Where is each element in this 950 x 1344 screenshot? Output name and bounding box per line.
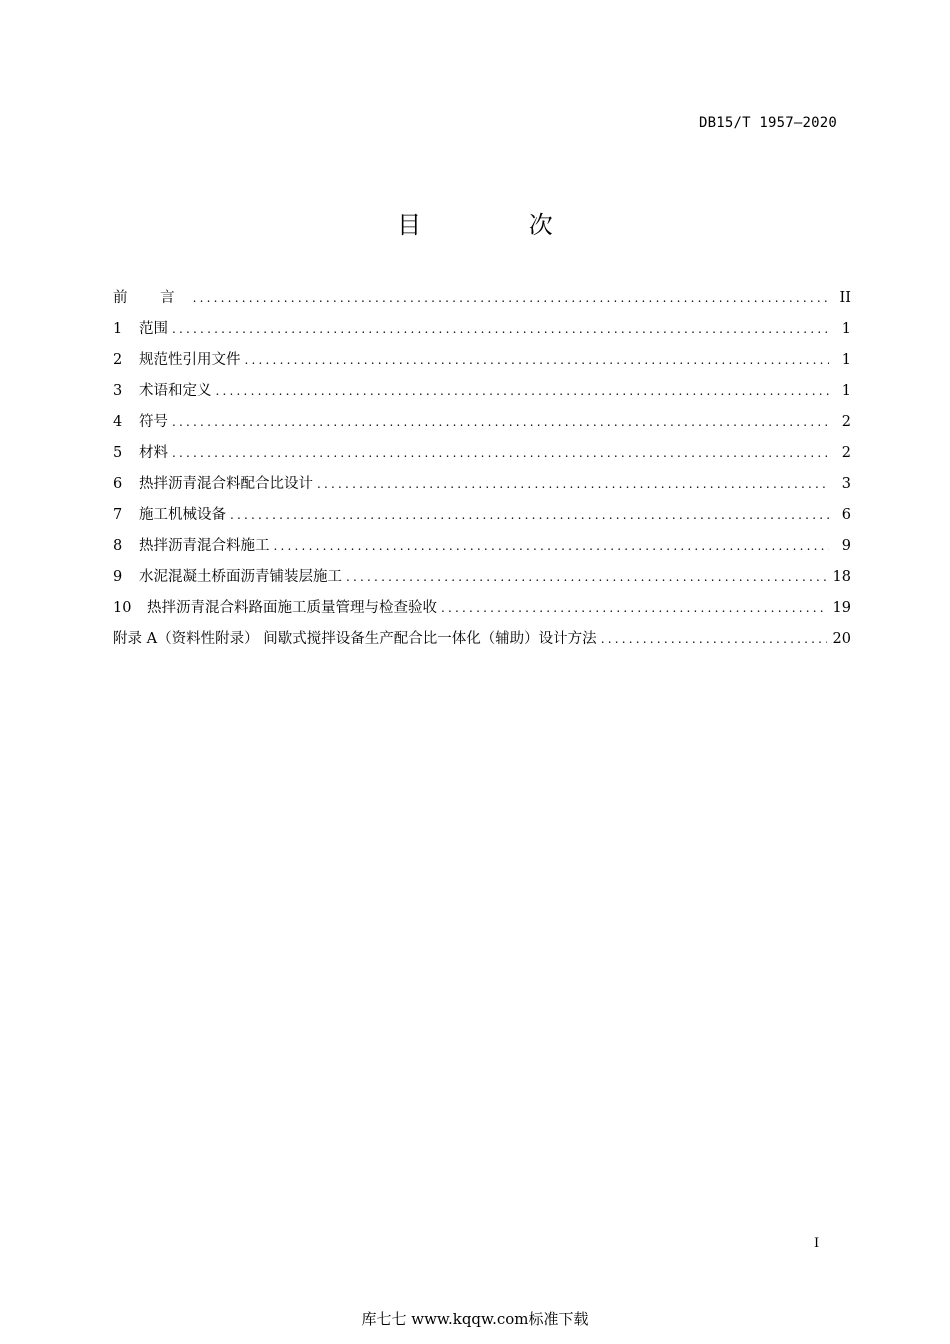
toc-item-page: II: [839, 290, 851, 306]
dot-leader: [346, 570, 827, 584]
page-number: I: [814, 1236, 820, 1251]
toc-item-title: 附录 A（资料性附录） 间歇式搅拌设备生产配合比一体化（辅助）设计方法: [113, 631, 597, 647]
toc-item-appendix-a[interactable]: [113, 627, 851, 658]
toc-item-number: 4: [113, 414, 123, 430]
toc-item-normative-references[interactable]: [113, 348, 851, 379]
table-of-contents: [113, 286, 851, 658]
toc-item-number: 6: [113, 476, 123, 492]
toc-item-title: 热拌沥青混合料路面施工质量管理与检查验收: [147, 600, 437, 616]
toc-item-quality-management[interactable]: [113, 596, 851, 627]
toc-item-title: 术语和定义: [139, 383, 212, 399]
toc-item-page: 1: [841, 321, 851, 337]
toc-item-scope[interactable]: [113, 317, 851, 348]
toc-item-title: 符号: [139, 414, 168, 430]
dot-leader: [601, 632, 827, 646]
toc-item-page: 19: [832, 600, 851, 616]
toc-item-materials[interactable]: [113, 441, 851, 472]
toc-item-page: 1: [841, 352, 851, 368]
toc-item-bridge-deck-paving[interactable]: [113, 565, 851, 596]
toc-item-title: 前 言: [113, 290, 189, 306]
toc-item-page: 2: [841, 414, 851, 430]
toc-item-construction-equipment[interactable]: [113, 503, 851, 534]
toc-item-number: 8: [113, 538, 123, 554]
toc-item-page: 2: [841, 445, 851, 461]
toc-item-number: 1: [113, 321, 123, 337]
footer-watermark: 库七七 www.kqqw.com标准下载: [361, 1310, 589, 1328]
document-code: DB15/T 1957—2020: [698, 115, 837, 131]
dot-leader: [172, 322, 829, 336]
toc-item-page: 9: [841, 538, 851, 554]
dot-leader: [216, 384, 830, 398]
toc-item-number: 3: [113, 383, 123, 399]
toc-item-title: 规范性引用文件: [139, 352, 241, 368]
toc-item-page: 20: [832, 631, 851, 647]
toc-item-title: 热拌沥青混合料配合比设计: [139, 476, 313, 492]
toc-item-mix-design[interactable]: [113, 472, 851, 503]
toc-item-number: 10: [113, 600, 132, 616]
toc-item-mix-construction[interactable]: [113, 534, 851, 565]
toc-item-page: 3: [841, 476, 851, 492]
toc-item-title: 施工机械设备: [139, 507, 226, 523]
dot-leader: [230, 508, 829, 522]
dot-leader: [317, 477, 829, 491]
toc-item-foreword[interactable]: [113, 286, 851, 317]
page-title: 目 次: [397, 211, 603, 239]
dot-leader: [441, 601, 827, 615]
toc-item-title: 范围: [139, 321, 168, 337]
toc-item-title: 热拌沥青混合料施工: [139, 538, 270, 554]
toc-item-number: 5: [113, 445, 123, 461]
dot-leader: [193, 291, 829, 305]
toc-item-title: 材料: [139, 445, 168, 461]
dot-leader: [274, 539, 830, 553]
toc-item-terms-definitions[interactable]: [113, 379, 851, 410]
toc-item-number: 9: [113, 569, 123, 585]
toc-item-page: 18: [832, 569, 851, 585]
dot-leader: [172, 415, 829, 429]
dot-leader: [172, 446, 829, 460]
toc-item-number: 2: [113, 352, 123, 368]
toc-item-page: 1: [841, 383, 851, 399]
toc-item-symbols[interactable]: [113, 410, 851, 441]
dot-leader: [245, 353, 830, 367]
toc-item-number: 7: [113, 507, 123, 523]
toc-item-page: 6: [841, 507, 851, 523]
toc-item-title: 水泥混凝土桥面沥青铺装层施工: [139, 569, 342, 585]
